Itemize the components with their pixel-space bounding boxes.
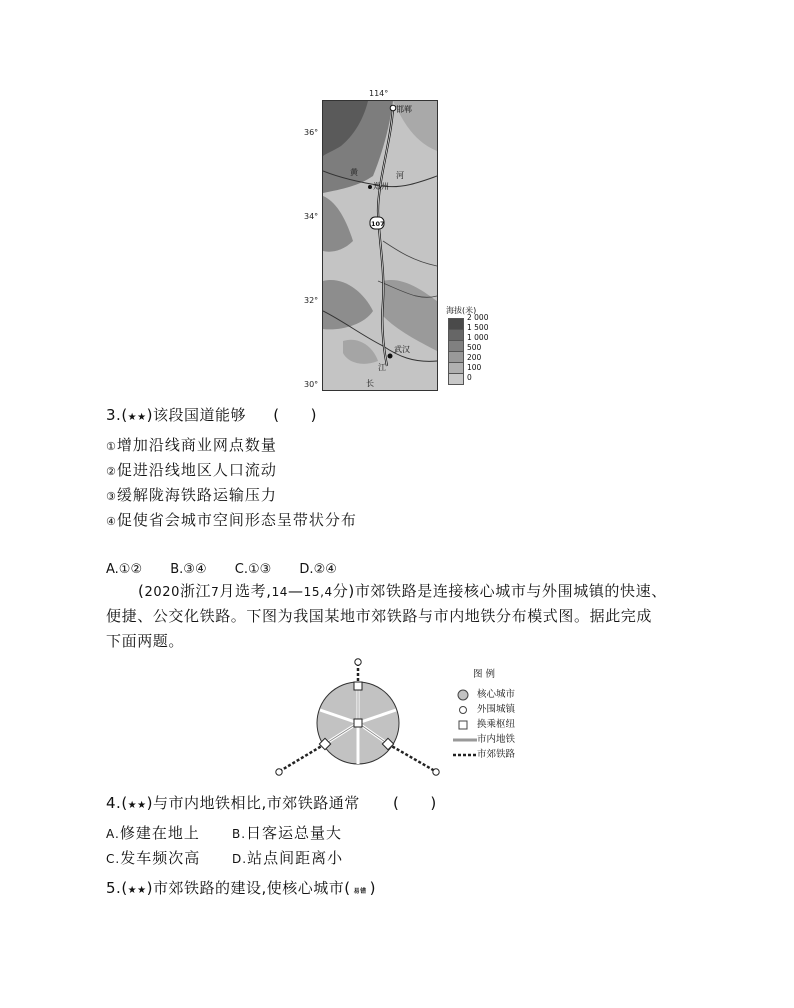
legend-label: 外围城镇 [477, 704, 516, 715]
legend-level: 100 [467, 363, 482, 372]
statement-item: ③缓解陇海铁路运输压力 [106, 486, 277, 504]
choice-row [106, 847, 200, 868]
rail-line-icon [452, 746, 478, 758]
question-5-stem: 5.(★★)市郊铁路的建设,使核心城市( 易错 ) [106, 879, 376, 897]
choice-c[interactable]: C.发车频次高 [106, 849, 201, 867]
legend-label: 换乘枢纽 [477, 719, 516, 730]
town-icon [456, 701, 472, 713]
legend-level: 200 [467, 353, 482, 362]
metro-line-icon [452, 731, 478, 743]
choice-a[interactable]: A.修建在地上 [106, 824, 200, 842]
hub-icon [456, 716, 472, 728]
choice-row [106, 562, 337, 577]
legend-label: 核心城市 [477, 689, 516, 700]
answer-blank: ( ) [273, 406, 317, 424]
choice-b[interactable]: B.日客运总量大 [232, 824, 343, 842]
latitude-label: 34° [304, 212, 319, 221]
legend-level: 2 000 [467, 313, 489, 322]
statement-item: ②促进沿线地区人口流动 [106, 461, 277, 479]
legend-swatch [448, 352, 464, 363]
diagram-legend-title: 图 例 [473, 669, 496, 680]
legend-level: 500 [467, 343, 482, 352]
river-label: 长 [366, 379, 374, 388]
legend-label: 市郊铁路 [477, 749, 516, 760]
latitude-label: 36° [304, 128, 319, 137]
legend-label: 市内地铁 [477, 734, 516, 745]
legend-swatch [448, 330, 464, 341]
longitude-label: 114° [369, 89, 389, 98]
question-4-stem: 4.(★★)与市内地铁相比,市郊铁路通常 ( ) [106, 794, 437, 812]
city-label-handan: 邯郸 [396, 105, 412, 114]
difficulty-stars-icon: ★★ [127, 412, 147, 423]
legend-swatch [448, 363, 464, 374]
city-label-zhengzhou: 郑州 [373, 182, 389, 191]
question-number: 3. [106, 406, 122, 424]
terrain-map [322, 100, 438, 391]
elevation-legend [448, 318, 464, 385]
river-label: 河 [396, 171, 404, 180]
core-city-icon [456, 686, 472, 698]
difficulty-stars-icon: ★★ [127, 885, 147, 896]
choice-c[interactable]: C.①③ [234, 562, 272, 577]
city-label-wuhan: 武汉 [394, 345, 410, 354]
answer-blank: ( ) [393, 794, 437, 812]
error-prone-tag: 易错 [353, 888, 367, 895]
choice-b[interactable]: B.③④ [170, 562, 207, 577]
statement-item: ①增加沿线商业网点数量 [106, 436, 277, 454]
difficulty-stars-icon: ★★ [127, 800, 147, 811]
railway-diagram [270, 655, 450, 780]
choice-row [232, 822, 342, 843]
statement-item: ④促使省会城市空间形态呈带状分布 [106, 511, 357, 529]
terrain-map-graphic [323, 101, 437, 390]
legend-level: 1 000 [467, 333, 489, 342]
question-number: 4. [106, 794, 122, 812]
choice-d[interactable]: D.站点间距离小 [232, 849, 344, 867]
choice-d[interactable]: D.②④ [299, 562, 337, 577]
intro-line-1: (2020浙江7月选考,14—15,4分)市郊铁路是连接核心城市与外围城镇的快速、 [138, 582, 667, 600]
latitude-label: 32° [304, 296, 319, 305]
intro-line-2: 便捷、公交化铁路。下图为我国某地市郊铁路与市内地铁分布模式图。据此完成 [106, 607, 653, 625]
legend-swatch [448, 374, 464, 385]
legend-swatch [448, 318, 464, 330]
question-number: 5. [106, 879, 122, 897]
choice-row [232, 847, 343, 868]
choice-a[interactable]: A.①② [106, 562, 143, 577]
road-number: 107 [371, 220, 385, 228]
latitude-label: 30° [304, 380, 319, 389]
river-label: 黄 [350, 168, 358, 177]
legend-level: 0 [467, 373, 472, 382]
question-3-stem: 3.(★★)该段国道能够 ( ) [106, 406, 317, 424]
elevation-legend-labels [467, 313, 488, 383]
choice-row [106, 822, 200, 843]
elevation-legend-title: 海拔(米) [446, 306, 477, 315]
river-label: 江 [378, 363, 386, 372]
legend-swatch [448, 341, 464, 352]
legend-level: 1 500 [467, 323, 489, 332]
intro-line-3: 下面两题。 [106, 632, 185, 650]
